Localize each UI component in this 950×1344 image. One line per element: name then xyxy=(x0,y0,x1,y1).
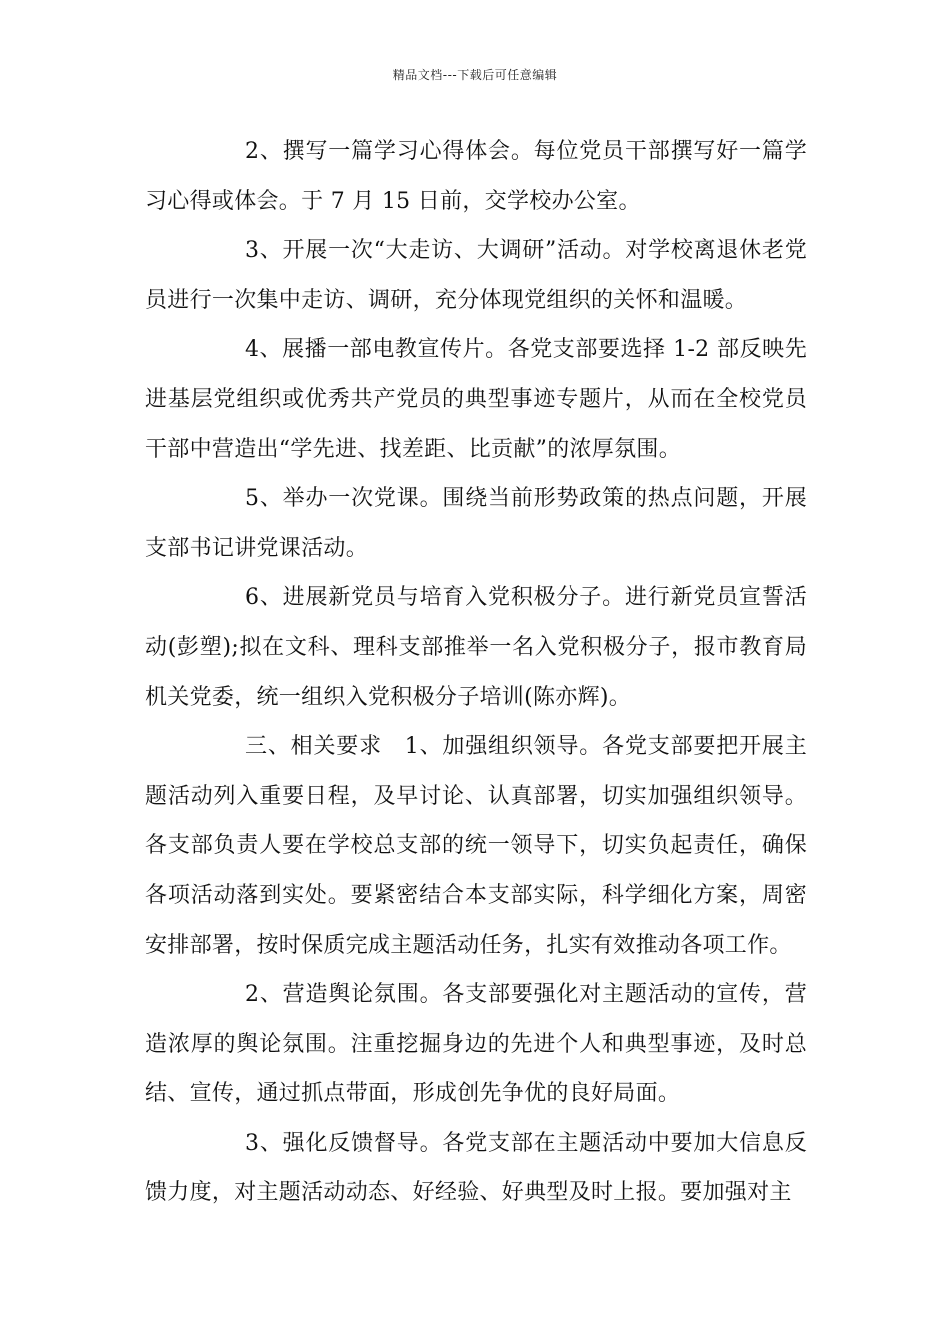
paragraph-section-3-requirements: 三、相关要求 1、加强组织领导。各党支部要把开展主题活动列入重要日程，及早讨论、认真部署，切实加强组织领导。各支部负责人要在学校总支部的统一领导下，切实负起责任，确保各项活动落到实处。要紧密结合本支部实际，科学细化方案，周密安排部署，按时保质完成主题活动任务，扎实有效推动各项工作。 xyxy=(145,734,807,958)
paragraph-item-6-new-members: 6、进展新党员与培育入党积极分子。进行新党员宣誓活动(彭塑);拟在文科、理科支部推举一名入党积极分子，报市教育局机关党委，统一组织入党积极分子培训(陈亦辉)。 xyxy=(145,585,807,710)
document-body xyxy=(145,127,807,1218)
paragraph-item-2-study-reflection: 2、撰写一篇学习心得体会。每位党员干部撰写好一篇学习心得或体会。于 7 月 15 日前，交学校办公室。 xyxy=(145,139,807,214)
paragraph-item-3-visit-survey: 3、开展一次“大走访、大调研”活动。对学校离退休老党员进行一次集中走访、调研，充分体现党组织的关怀和温暖。 xyxy=(145,238,807,313)
paragraph-item-4-education-film: 4、展播一部电教宣传片。各党支部要选择 1-2 部反映先进基层党组织或优秀共产党员的典型事迹专题片，从而在全校党员干部中营造出“学先进、找差距、比贡献”的浓厚氛围。 xyxy=(145,337,807,462)
page-header: 精品文档---下载后可任意编辑 xyxy=(392,68,558,82)
paragraph-requirement-3-feedback: 3、强化反馈督导。各党支部在主题活动中要加大信息反馈力度，对主题活动动态、好经验、好典型及时上报。要加强对主 xyxy=(145,1130,807,1206)
paragraph-item-5-party-lecture: 5、举办一次党课。围绕当前形势政策的热点问题，开展支部书记讲党课活动。 xyxy=(145,486,807,561)
paragraph-requirement-2-publicity: 2、营造舆论氛围。各支部要强化对主题活动的宣传，营造浓厚的舆论氛围。注重挖掘身边的先进个人和典型事迹，及时总结、宣传，通过抓点带面，形成创先争优的良好局面。 xyxy=(145,982,807,1107)
